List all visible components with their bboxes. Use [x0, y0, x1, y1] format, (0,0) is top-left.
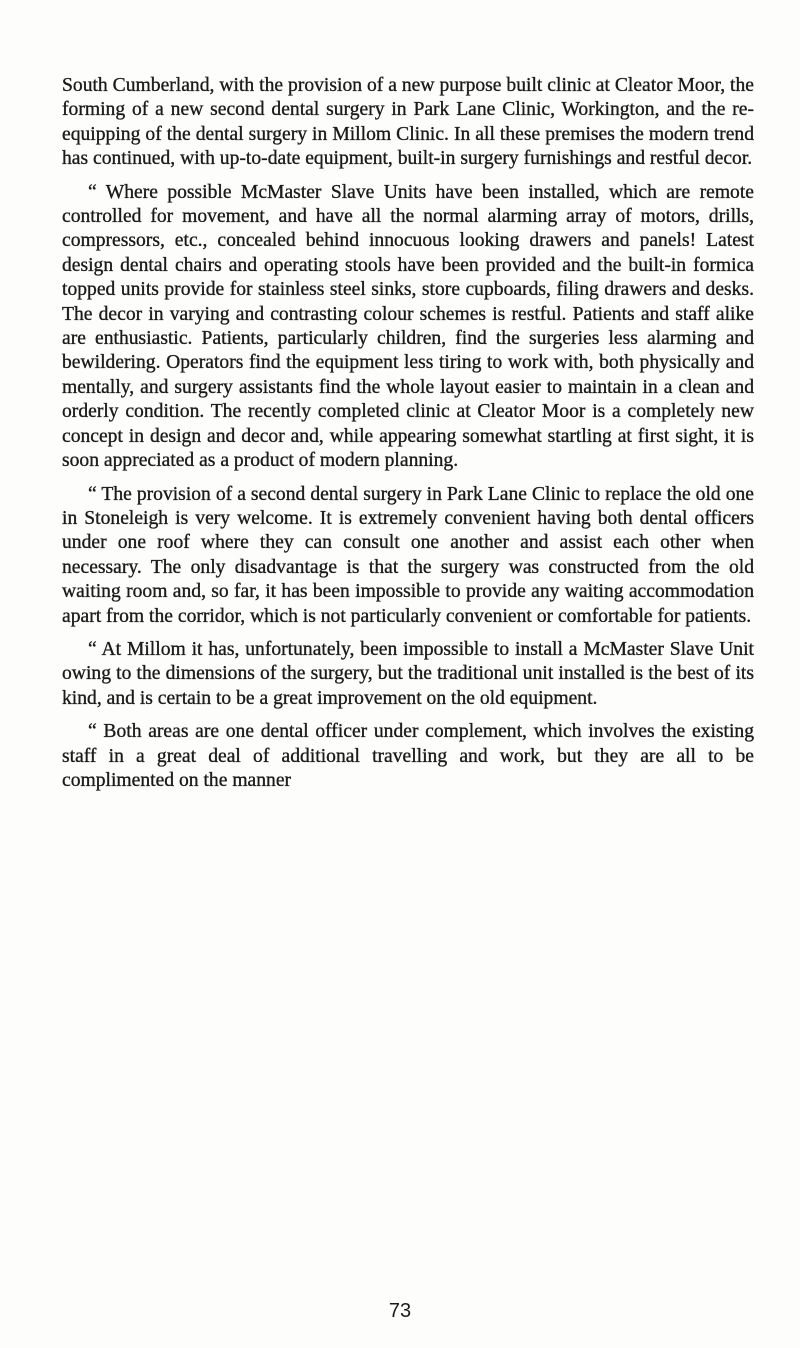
paragraph-4: “ At Millom it has, unfortunately, been impossible to install a McMaster Slave Unit owing to the dimensions of the surgery, but the traditional unit installed is the best of its kind, and is certain to be a great improvement on the old equipment. [62, 638, 754, 709]
paragraph-2: “ Where possible McMaster Slave Units have been installed, which are remote controlled for movement, and have all the normal alarming array of motors, drills, compressors, etc., concealed behind innocuous looking drawers and panels! Latest design dental chairs and operating stools have been provided and the built-in formica topped units provide for stainless steel sinks, store cupboards, filing drawers and desks. The decor in varying and contrasting colour schemes is restful. Patients and staff alike are enthusiastic. Patients, particularly children, find the surgeries less alarming and bewildering. Operators find the equipment less tiring to work with, both physically and mentally, and surgery assistants find the whole layout easier to maintain in a clean and orderly condition. The recently completed clinic at Cleator Moor is a completely new concept in design and decor and, while appearing somewhat startling at first sight, it is soon appreciated as a product of modern planning. [62, 181, 754, 472]
paragraph-3: “ The provision of a second dental surgery in Park Lane Clinic to replace the old one in Stoneleigh is very welcome. It is extremely convenient having both dental officers under one roof where they can consult one another and assist each other when necessary. The only disadvantage is that the surgery was constructed from the old waiting room and, so far, it has been impossible to provide any waiting accommodation apart from the corridor, which is not particularly convenient or comfortable for patients. [62, 483, 754, 627]
paragraph-5: “ Both areas are one dental officer under complement, which involves the existing staff in a great deal of additional travelling and work, but they are all to be complimented on the manner [62, 721, 754, 791]
document-body [62, 74, 754, 802]
paragraph-1: South Cumberland, with the provision of a new purpose built clinic at Cleator Moor, the forming of a new second dental surgery in Park Lane Clinic, Workington, and the re-equipping of the dental surgery in Millom Clinic. In all these premises the modern trend has continued, with up-to-date equipment, built-in surgery furnishings and restful decor. [62, 75, 754, 170]
page-number: 73 [388, 1300, 412, 1322]
